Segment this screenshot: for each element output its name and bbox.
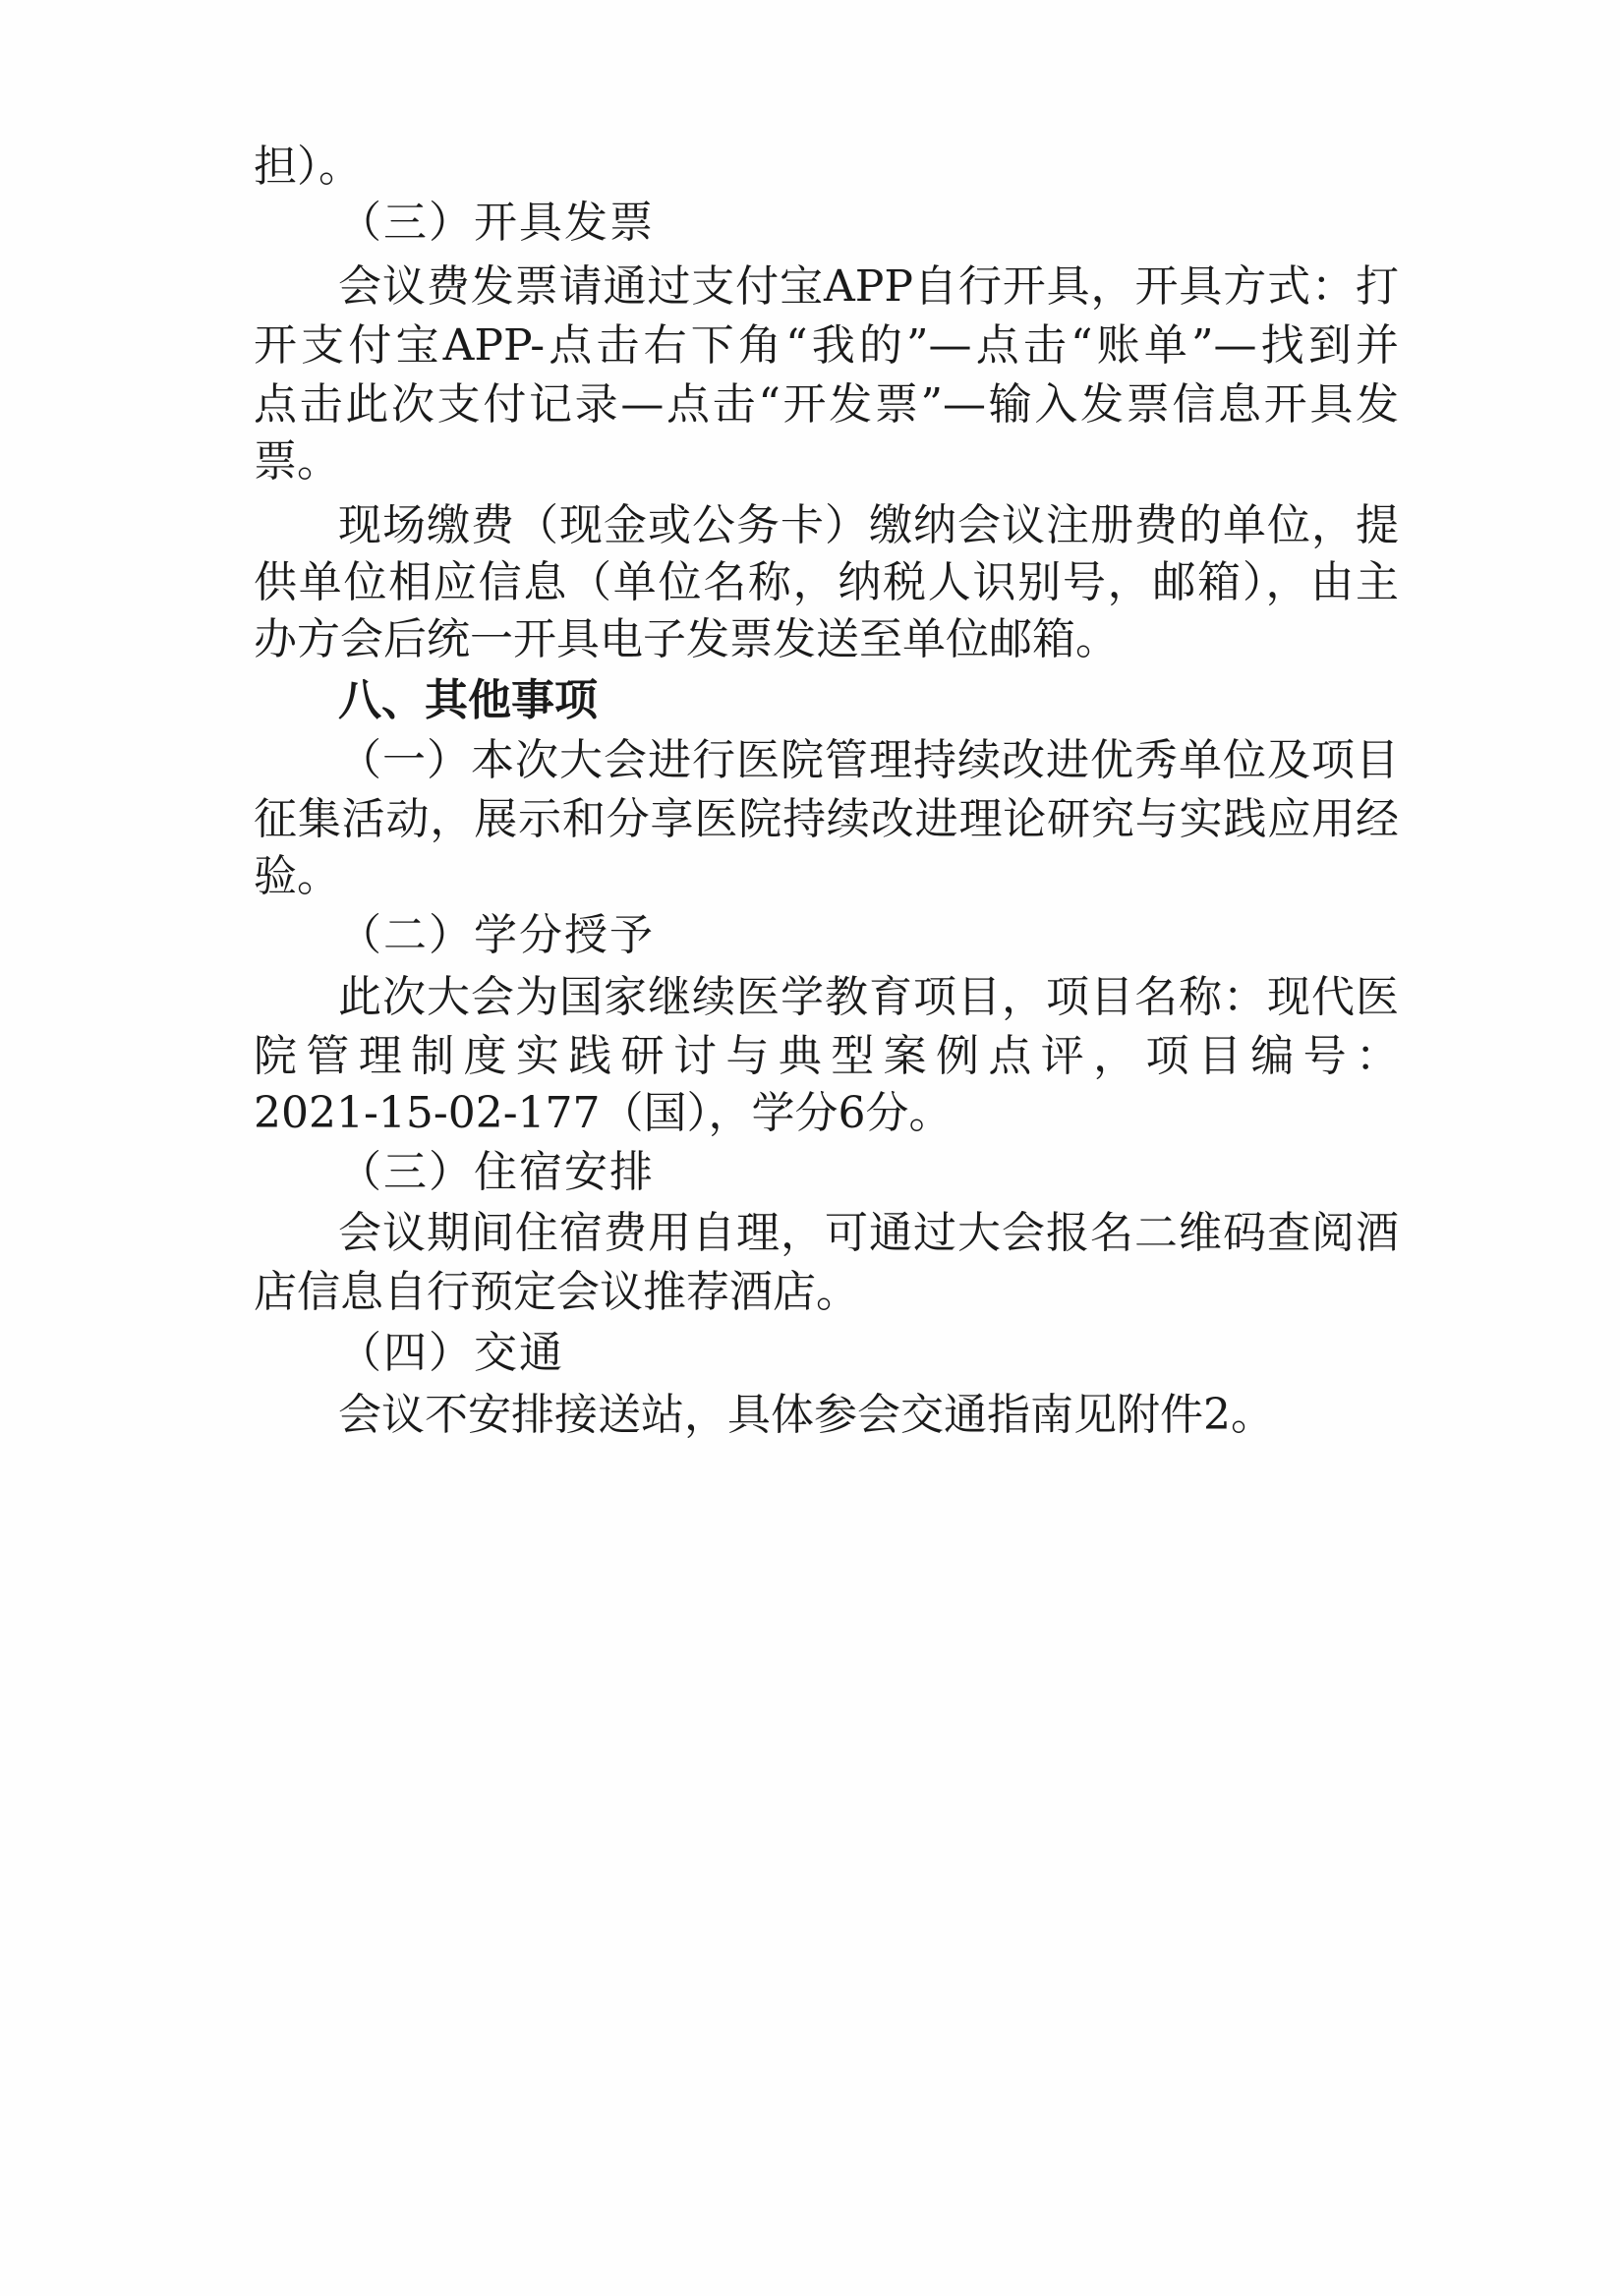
paragraph-line: 店信息自行预定会议推荐酒店。 [254, 1267, 859, 1317]
section-heading-other-matters: 八、其他事项 [338, 675, 598, 725]
paragraph-line: 办方会后统一开具电子发票发送至单位邮箱。 [254, 614, 1119, 664]
paragraph-line: （一）本次大会进行医院管理持续改进优秀单位及项目 [338, 735, 1399, 785]
paragraph-line: 供单位相应信息（单位名称，纳税人识别号，邮箱），由主 [254, 557, 1399, 607]
paragraph-line: 会议不安排接送站，具体参会交通指南见附件2。 [338, 1390, 1274, 1440]
paragraph-line: 票。 [254, 436, 340, 487]
paragraph-line: 征集活动，展示和分享医院持续改进理论研究与实践应用经 [254, 794, 1399, 844]
section-heading-invoice: （三）开具发票 [338, 198, 655, 248]
paragraph-line: 会议期间住宿费用自理，可通过大会报名二维码查阅酒 [338, 1208, 1399, 1258]
paragraph-line: 2021-15-02-177（国），学分6分。 [254, 1088, 953, 1138]
paragraph-line: 现场缴费（现金或公务卡）缴纳会议注册费的单位，提 [338, 500, 1399, 550]
section-heading-credits: （二）学分授予 [338, 910, 655, 960]
paragraph-line: 点击此次支付记录—点击“开发票”—输入发票信息开具发 [254, 379, 1399, 430]
paragraph-line: 会议费发票请通过支付宝APP自行开具，开具方式：打 [338, 261, 1399, 312]
paragraph-line: 验。 [254, 851, 340, 901]
paragraph-line: 院管理制度实践研讨与典型案例点评，项目编号： [254, 1031, 1399, 1081]
paragraph-line: 开支付宝APP-点击右下角“我的”—点击“账单”—找到并 [254, 320, 1399, 371]
paragraph-line: 担）。 [254, 142, 362, 192]
paragraph-line: 此次大会为国家继续医学教育项目，项目名称：现代医 [338, 972, 1399, 1022]
section-heading-transport: （四）交通 [338, 1328, 564, 1378]
section-heading-accommodation: （三）住宿安排 [338, 1147, 655, 1197]
